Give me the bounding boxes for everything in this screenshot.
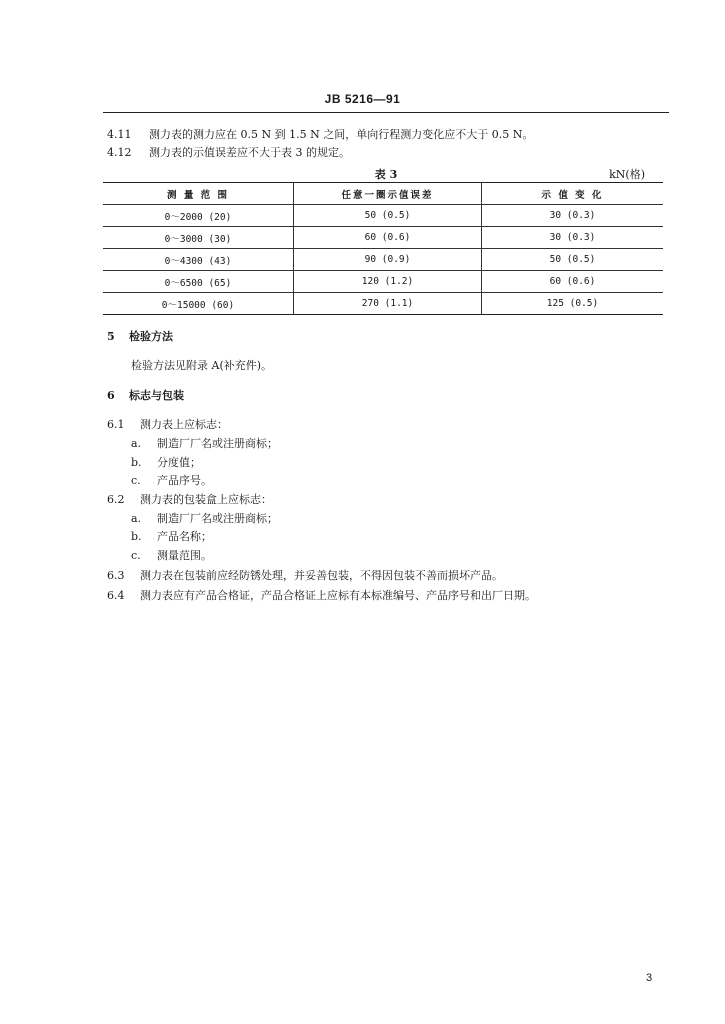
list-label: c. <box>131 474 141 487</box>
list-item <box>131 437 278 451</box>
document-code-header: JB 5216—91 <box>324 92 401 106</box>
list-item <box>131 530 212 544</box>
header-measuring-range: 测 量 范 围 <box>103 183 294 205</box>
clause-text: 测力表的测力应在 0.5 N 到 1.5 N 之间，单向行程测力变化应不大于 0.5 N。 <box>149 128 534 141</box>
clause-text: 测力表在包装前应经防锈处理，并妥善包装，不得因包装不善而损坏产品。 <box>140 569 503 582</box>
clause-text: 测力表上应标志： <box>140 418 228 431</box>
list-text: 分度值； <box>157 456 201 469</box>
list-text: 产品序号。 <box>157 474 212 487</box>
clause-6-4 <box>107 589 536 603</box>
cell-variation: 50 (0.5) <box>482 249 664 271</box>
table-header-row <box>103 183 663 205</box>
table-row <box>103 271 663 293</box>
list-item <box>131 549 212 563</box>
header-indication-error: 任意一圈示值误差 <box>294 183 482 205</box>
section-title: 标志与包装 <box>129 389 184 402</box>
section-number: 6 <box>107 389 115 402</box>
list-label: b. <box>131 456 142 469</box>
clause-number: 6.1 <box>107 418 125 431</box>
list-label: b. <box>131 530 142 543</box>
clause-6-2 <box>107 493 272 507</box>
clause-text: 测力表的示值误差应不大于表 3 的规定。 <box>149 146 350 159</box>
header-rule <box>103 112 669 113</box>
list-text: 产品名称； <box>157 530 212 543</box>
cell-range: 0～6500 (65) <box>103 271 294 293</box>
table-3 <box>103 182 663 315</box>
clause-4-11 <box>107 128 533 142</box>
clause-4-12 <box>107 146 350 160</box>
cell-variation: 60 (0.6) <box>482 271 664 293</box>
cell-error: 90 (0.9) <box>294 249 482 271</box>
clause-6-1 <box>107 418 228 432</box>
clause-number: 4.11 <box>107 128 132 141</box>
table-caption: 表 3 <box>374 168 398 181</box>
clause-number: 4.12 <box>107 146 132 159</box>
cell-range: 0～2000 (20) <box>103 205 294 227</box>
table-row <box>103 205 663 227</box>
section-number: 5 <box>107 330 115 343</box>
clause-number: 6.3 <box>107 569 125 582</box>
section-title: 检验方法 <box>129 330 173 343</box>
list-label: c. <box>131 549 141 562</box>
section-6-heading <box>107 389 184 403</box>
table-row <box>103 227 663 249</box>
list-text: 测量范围。 <box>157 549 212 562</box>
table-caption-row <box>103 166 669 180</box>
cell-variation: 30 (0.3) <box>482 227 664 249</box>
list-text: 制造厂厂名或注册商标； <box>157 437 278 450</box>
list-item <box>131 474 212 488</box>
table-row <box>103 249 663 271</box>
list-label: a. <box>131 437 142 450</box>
section-5-body: 检验方法见附录 A(补充件)。 <box>131 359 273 372</box>
cell-range: 0～4300 (43) <box>103 249 294 271</box>
clause-number: 6.2 <box>107 493 125 506</box>
cell-range: 0～3000 (30) <box>103 227 294 249</box>
list-label: a. <box>131 512 142 525</box>
cell-variation: 30 (0.3) <box>482 205 664 227</box>
clause-text: 测力表应有产品合格证，产品合格证上应标有本标准编号、产品序号和出厂日期。 <box>140 589 536 602</box>
cell-variation: 125 (0.5) <box>482 293 664 315</box>
list-item <box>131 456 201 470</box>
clause-text: 测力表的包装盒上应标志： <box>140 493 272 506</box>
section-5-heading <box>107 330 173 344</box>
table-row <box>103 293 663 315</box>
cell-error: 120 (1.2) <box>294 271 482 293</box>
table-unit: kN(格) <box>609 168 645 181</box>
page-number: 3 <box>646 972 653 984</box>
header-indication-variation: 示 值 变 化 <box>482 183 664 205</box>
cell-error: 50 (0.5) <box>294 205 482 227</box>
clause-6-3 <box>107 569 503 583</box>
clause-number: 6.4 <box>107 589 125 602</box>
cell-error: 270 (1.1) <box>294 293 482 315</box>
list-item <box>131 512 278 526</box>
cell-range: 0～15000 (60) <box>103 293 294 315</box>
list-text: 制造厂厂名或注册商标； <box>157 512 278 525</box>
cell-error: 60 (0.6) <box>294 227 482 249</box>
